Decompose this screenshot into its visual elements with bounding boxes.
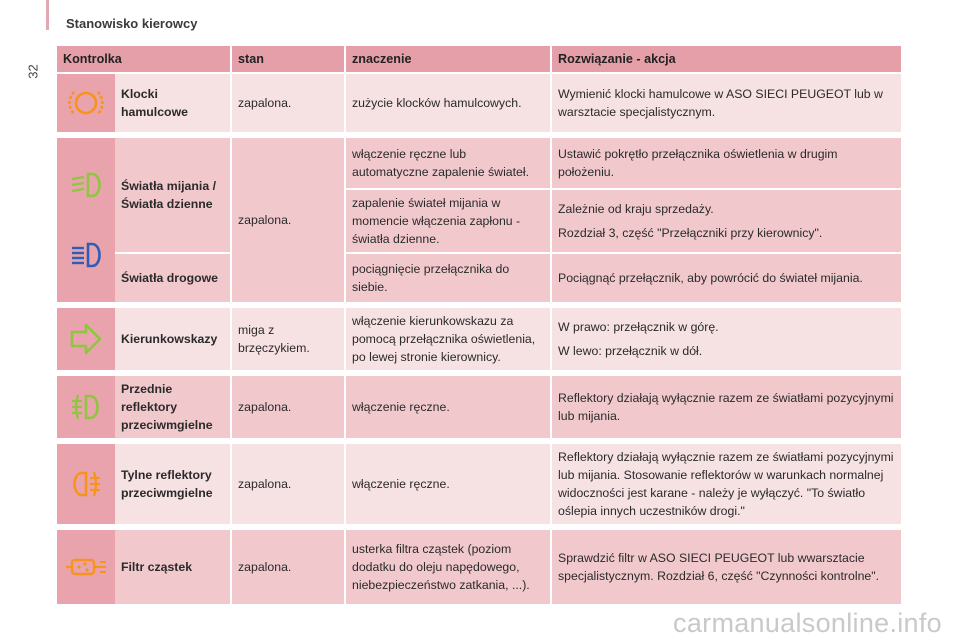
light-name: Kierunkowskazy bbox=[115, 308, 232, 370]
light-state: zapalona. bbox=[232, 376, 346, 438]
top-accent-bar bbox=[46, 0, 49, 30]
light-action: Reflektory działają wyłącznie razem ze światłami pozycyjnymi lub mijania. bbox=[552, 376, 903, 438]
light-action: Pociągnąć przełącznik, aby powrócić do świateł mijania. bbox=[552, 252, 903, 302]
light-action: Wymienić klocki hamulcowe w ASO SIECI PEUGEOT lub w warsztacie specjalistycznym. bbox=[552, 74, 903, 132]
header-stan: stan bbox=[232, 46, 346, 72]
page-number: 32 bbox=[25, 64, 41, 79]
table-row bbox=[57, 308, 903, 370]
table-row bbox=[57, 444, 903, 524]
warning-lights-table bbox=[57, 46, 903, 604]
light-meaning: zużycie klocków hamulcowych. bbox=[346, 74, 552, 132]
table-row bbox=[57, 138, 903, 188]
header-znaczenie: znaczenie bbox=[346, 46, 552, 72]
light-state: miga z brzęczykiem. bbox=[232, 308, 346, 370]
icon-cell bbox=[57, 138, 115, 302]
section-title: Stanowisko kierowcy bbox=[66, 16, 198, 31]
particle-filter-icon bbox=[64, 552, 108, 582]
light-state: zapalona. bbox=[232, 530, 346, 604]
light-meaning: włączenie kierunkowskazu za pomocą przełącznika oświetlenia, po lewej stronie kierownicy. bbox=[346, 308, 552, 370]
light-action: Ustawić pokrętło przełącznika oświetlenia w drugim położeniu. bbox=[552, 138, 903, 188]
table-header-row bbox=[57, 46, 903, 72]
table-row bbox=[57, 74, 903, 132]
light-action: Reflektory działają wyłącznie razem ze światłami pozycyjnymi lub mijania. Stosowanie reflektorów w warunkach normalnej widoczności jest karane - należy je wyłączyć. "To światło oślepia innych uczestników drogi." bbox=[552, 444, 903, 524]
turn-signal-icon bbox=[66, 322, 106, 356]
light-meaning: włączenie ręczne. bbox=[346, 444, 552, 524]
table-row bbox=[57, 530, 903, 604]
light-state: zapalona. bbox=[232, 138, 346, 302]
light-name: Tylne reflektory przeciwmgielne bbox=[115, 444, 232, 524]
header-kontrolka: Kontrolka bbox=[57, 46, 232, 72]
low-beam-icon bbox=[66, 170, 106, 200]
light-name: Klocki hamulcowe bbox=[115, 74, 232, 132]
light-meaning: zapalenie świateł mijania w momencie włączenia zapłonu - światła dzienne. bbox=[346, 188, 552, 252]
icon-cell bbox=[57, 74, 115, 132]
icon-cell bbox=[57, 444, 115, 524]
light-meaning: włączenie ręczne. bbox=[346, 376, 552, 438]
light-name: Filtr cząstek bbox=[115, 530, 232, 604]
light-state: zapalona. bbox=[232, 444, 346, 524]
light-action: Zależnie od kraju sprzedaży. Rozdział 3, część "Przełączniki przy kierownicy". bbox=[552, 188, 903, 252]
watermark: carmanualsonline.info bbox=[673, 608, 942, 638]
light-meaning: pociągnięcie przełącznika do siebie. bbox=[346, 252, 552, 302]
light-meaning: włączenie ręczne lub automatyczne zapalenie świateł. bbox=[346, 138, 552, 188]
brake-pads-icon bbox=[66, 87, 106, 119]
high-beam-icon bbox=[66, 240, 106, 270]
light-meaning: usterka filtra cząstek (poziom dodatku do oleju napędowego, niebezpieczeństwo zatkania, ...). bbox=[346, 530, 552, 604]
header-rozwiazanie: Rozwiązanie - akcja bbox=[552, 46, 903, 72]
light-name: Przednie reflektory przeciwmgielne bbox=[115, 376, 232, 438]
light-state: zapalona. bbox=[232, 74, 346, 132]
light-name: Światła mijania / Światła dzienne bbox=[115, 138, 232, 252]
rear-fog-icon bbox=[66, 468, 106, 500]
table-row bbox=[57, 252, 903, 302]
light-name: Światła drogowe bbox=[115, 252, 232, 302]
icon-cell bbox=[57, 376, 115, 438]
icon-cell bbox=[57, 530, 115, 604]
front-fog-icon bbox=[66, 391, 106, 423]
light-action: Sprawdzić filtr w ASO SIECI PEUGEOT lub wwarsztacie specjalistycznym. Rozdział 6, część "Czynności kontrolne". bbox=[552, 530, 903, 604]
icon-cell bbox=[57, 308, 115, 370]
table-row bbox=[57, 376, 903, 438]
light-action: W prawo: przełącznik w górę. W lewo: przełącznik w dół. bbox=[552, 308, 903, 370]
